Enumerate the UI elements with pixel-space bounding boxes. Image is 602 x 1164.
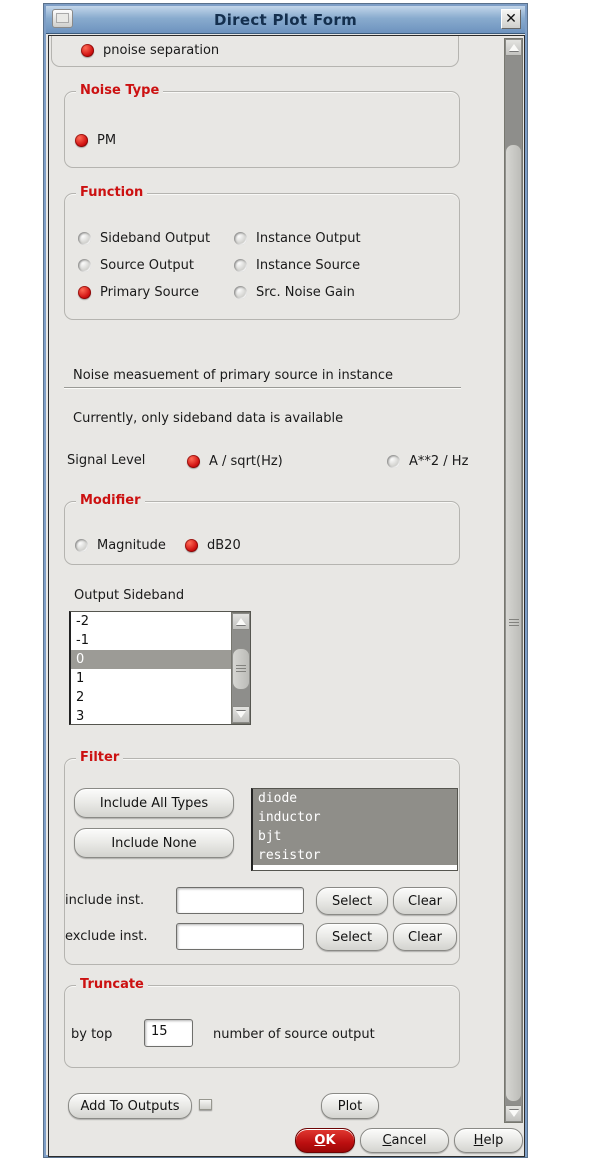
include-inst-select-button[interactable]	[316, 887, 388, 915]
option-sideband-output[interactable]	[78, 230, 210, 246]
truncate-count-input[interactable]: 15	[144, 1019, 193, 1047]
filter-title: Filter	[76, 750, 123, 765]
option-pnoise-separation[interactable]	[81, 42, 219, 58]
button-label: Clear	[408, 929, 442, 945]
divider	[64, 387, 461, 389]
list-item-selected[interactable]: bjt	[253, 827, 457, 846]
option-instance-source[interactable]	[234, 257, 360, 273]
include-all-types-button[interactable]	[74, 788, 234, 818]
option-src-noise-gain[interactable]	[234, 284, 355, 300]
option-label: PM	[97, 132, 117, 148]
option-a-sqrt-hz[interactable]	[187, 453, 283, 469]
sideband-availability-message: Currently, only sideband data is available	[73, 411, 344, 426]
exclude-inst-select-button[interactable]	[316, 923, 388, 951]
option-label: pnoise separation	[103, 42, 220, 58]
option-magnitude[interactable]	[75, 537, 166, 553]
option-primary-source[interactable]	[78, 284, 199, 300]
radio-a-squared-hz[interactable]	[387, 455, 400, 468]
button-label: Select	[331, 893, 373, 909]
modifier-group	[64, 493, 460, 565]
option-source-output[interactable]	[78, 257, 194, 273]
output-sideband-list[interactable]	[69, 611, 251, 725]
list-scrollbar-thumb[interactable]	[232, 648, 250, 690]
option-a-squared-hz[interactable]	[387, 453, 468, 469]
button-label: Plot	[337, 1098, 363, 1114]
form-client-area	[48, 35, 525, 1157]
list-item[interactable]: -2	[76, 614, 89, 629]
option-label: Sideband Output	[100, 230, 211, 246]
add-to-outputs-button[interactable]	[68, 1093, 192, 1119]
list-scrollbar[interactable]	[231, 612, 251, 724]
list-item[interactable]: 3	[76, 709, 85, 724]
close-icon[interactable]: ✕	[501, 9, 521, 29]
exclude-inst-input[interactable]	[176, 923, 304, 950]
option-db20[interactable]	[185, 537, 241, 553]
radio-pm[interactable]	[75, 134, 88, 147]
scroll-up-icon[interactable]	[505, 39, 522, 56]
cancel-button[interactable]	[360, 1128, 449, 1153]
option-instance-output[interactable]	[234, 230, 361, 246]
option-label: dB20	[207, 537, 241, 553]
button-label: Help	[473, 1133, 504, 1148]
form-scrollbar[interactable]	[504, 38, 523, 1123]
option-label: Magnitude	[97, 537, 166, 553]
radio-instance-output[interactable]	[234, 232, 247, 245]
radio-source-output[interactable]	[78, 259, 91, 272]
include-inst-clear-button[interactable]	[393, 887, 457, 915]
modifier-title: Modifier	[76, 493, 145, 508]
list-item-selected[interactable]: resistor	[253, 846, 457, 865]
by-top-label: by top	[71, 1027, 113, 1042]
radio-src-noise-gain[interactable]	[234, 286, 247, 299]
exclude-inst-label: exclude inst.	[65, 929, 148, 944]
output-sideband-label: Output Sideband	[74, 588, 185, 603]
option-pm[interactable]	[75, 132, 116, 148]
button-label: OK	[314, 1133, 336, 1148]
button-label: Clear	[408, 893, 442, 909]
noise-type-title: Noise Type	[76, 83, 163, 98]
button-label: Select	[331, 929, 373, 945]
help-button[interactable]	[454, 1128, 523, 1153]
list-item[interactable]: -1	[76, 633, 89, 648]
radio-primary-source[interactable]	[78, 286, 91, 299]
button-label: Add To Outputs	[80, 1098, 180, 1114]
radio-sideband-output[interactable]	[78, 232, 91, 245]
include-inst-label: include inst.	[65, 893, 145, 908]
list-item-selected[interactable]: inductor	[253, 808, 457, 827]
noise-measurement-message: Noise measuement of primary source in instance	[73, 368, 393, 383]
radio-db20[interactable]	[185, 539, 198, 552]
option-label: Instance Source	[256, 257, 361, 273]
plot-button[interactable]	[321, 1093, 379, 1119]
truncate-title: Truncate	[76, 977, 148, 992]
add-to-outputs-checkbox[interactable]	[199, 1099, 212, 1110]
option-label: Source Output	[100, 257, 194, 273]
include-inst-input[interactable]	[176, 887, 304, 914]
noise-type-group	[64, 83, 460, 168]
list-item[interactable]: 1	[76, 671, 85, 686]
device-type-list[interactable]	[251, 788, 458, 871]
signal-level-label: Signal Level	[67, 453, 146, 468]
scroll-down-icon[interactable]	[232, 706, 250, 723]
radio-instance-source[interactable]	[234, 259, 247, 272]
list-item[interactable]: 2	[76, 690, 85, 705]
option-label: A / sqrt(Hz)	[209, 453, 283, 469]
window-title: Direct Plot Form	[213, 10, 358, 29]
form-scrollbar-thumb[interactable]	[505, 144, 522, 1102]
function-title: Function	[76, 185, 147, 200]
button-label: Cancel	[382, 1133, 427, 1148]
list-item-selected[interactable]: 0	[71, 650, 250, 669]
button-label: Include All Types	[99, 795, 209, 811]
radio-pnoise-separation[interactable]	[81, 44, 94, 57]
include-none-button[interactable]	[74, 828, 234, 858]
list-item-selected[interactable]: diode	[253, 789, 457, 808]
ok-button[interactable]	[295, 1128, 355, 1153]
scroll-down-icon[interactable]	[505, 1105, 522, 1122]
radio-magnitude[interactable]	[75, 539, 88, 552]
direct-plot-form-window	[44, 4, 527, 1157]
titlebar[interactable]	[46, 6, 525, 34]
exclude-inst-clear-button[interactable]	[393, 923, 457, 951]
option-label: Primary Source	[100, 284, 200, 300]
scroll-up-icon[interactable]	[232, 613, 250, 630]
option-label: Instance Output	[256, 230, 361, 246]
option-label: Src. Noise Gain	[256, 284, 355, 300]
radio-a-sqrt-hz[interactable]	[187, 455, 200, 468]
truncate-suffix-label: number of source output	[213, 1027, 375, 1042]
button-label: Include None	[111, 835, 197, 851]
option-label: A**2 / Hz	[409, 453, 469, 469]
